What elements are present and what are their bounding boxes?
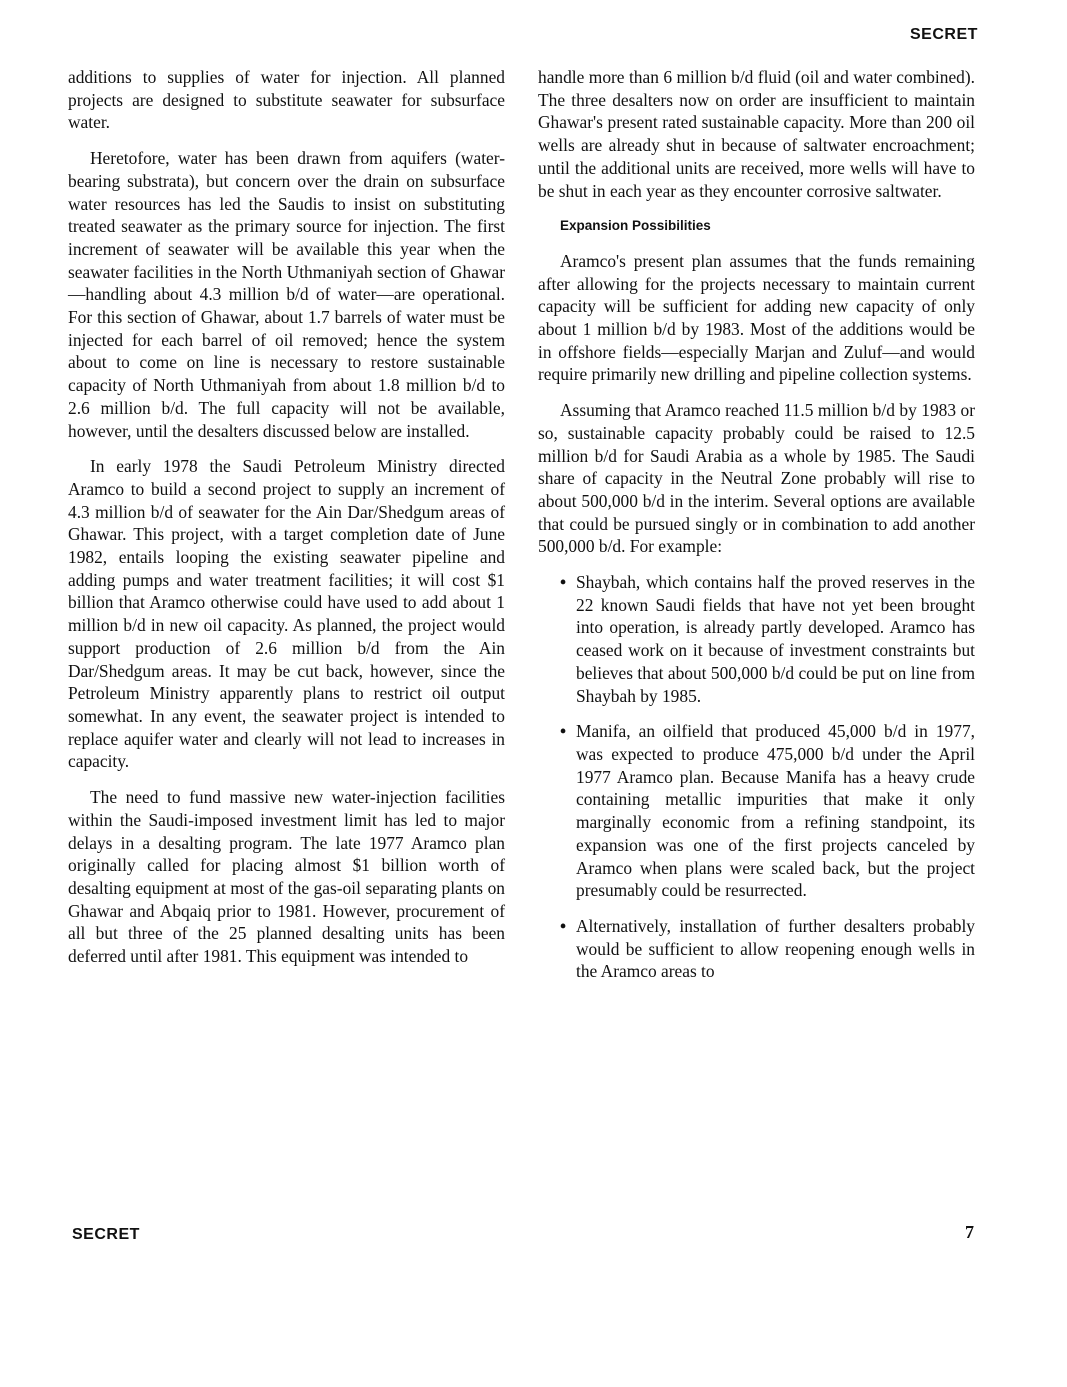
paragraph-continued: handle more than 6 million b/d fluid (oil and water combined). The three desalters now on order are insufficient to maintain Ghawar's present rated sustainable capacity. More than 200 oil wells are already shut in because of saltwater encroachment; until the additional units are received, more wells will have to be shut in each year as they encounter corrosive saltwater. [538,67,975,201]
left-column [68,66,505,981]
paragraph: Heretofore, water has been drawn from aquifers (water-bearing substrata), but concern over the drain on subsurface water resources has led the Saudis to insist on substituting treated seawater as the primary source for injection. The first increment of seawater will be available this year when the seawater facilities in the North Uthmaniyah section of Ghawar—handling about 4.3 million b/d of water—are operational. For this section of Ghawar, about 1.7 barrels of water must be injected for each barrel of oil removed; hence the system about to come on line is necessary to restore sustainable capacity of North Uthmaniyah from about 1.8 million b/d to 2.6 million b/d. The full capacity will not be available, however, until the desalters discussed below are installed. [68,148,505,441]
bullet-item [558,571,975,707]
paragraph: In early 1978 the Saudi Petroleum Ministry directed Aramco to build a second project to supply an increment of 4.3 million b/d of seawater for the Ain Dar/Shedgum areas of Ghawar. This project, with a target completion date of June 1982, entails looping the existing seawater pipeline and adding pumps and water treatment facilities; it will cost $1 billion that Aramco otherwise could have used to add about 1 million b/d in new oil capacity. As planned, the project would support production of 2.6 million b/d from the Ain Dar/Shedgum areas. It may be cut back, however, since the Petroleum Ministry apparently plans to restrict oil output somewhat. In any event, the seawater project is intended to replace aquifer water and clearly will not lead to increases in capacity. [68,456,505,772]
paragraph: Aramco's present plan assumes that the funds remaining after allowing for the projects necessary to maintain current capacity will be sufficient for adding new capacity of only about 1 million b/d by 1983. Most of the additions would be in offshore fields—especially Marjan and Zuluf—and would require primarily new drilling and pipeline collection systems. [538,250,975,385]
footer-classification-marking: SECRET [72,1226,140,1243]
bullet-item [558,720,975,902]
header-classification-marking: SECRET [910,26,978,43]
bullet-marker: • [560,721,567,742]
bullet-text: Shaybah, which contains half the proved reserves in the 22 known Saudi fields that have not yet been brought into operation, is already partly developed. Aramco has ceased work on it because of investment constraints but believes that about 500,000 b/d could be put on line from Shaybah by 1985. [576,572,975,706]
bullet-marker: • [560,572,567,593]
paragraph: Assuming that Aramco reached 11.5 million b/d by 1983 or so, sustainable capacity probably could be raised to 12.5 million b/d for Saudi Arabia as a whole by 1985. The Saudi share of capacity in the Neutral Zone probably will rise to about 500,000 b/d in the interim. Several options are available that could be pursued singly or in combination to add another 500,000 b/d. For example: [538,400,975,557]
page-number: 7 [965,1222,974,1242]
paragraph-continued: additions to supplies of water for injection. All planned projects are designed to substitute seawater for subsurface water. [68,67,505,133]
section-subheading: Expansion Possibilities [560,218,711,234]
bullet-marker: • [560,915,567,936]
bullet-list [558,571,975,983]
paragraph: The need to fund massive new water-injection facilities within the Saudi-imposed investment limit has led to major delays in a desalting program. The late 1977 Aramco plan originally called for placing almost $1 billion worth of desalting equipment at most of the gas-oil separating plants on Ghawar and Abqaiq prior to 1981. However, procurement of all but three of the 25 planned desalting units has been deferred until after 1981. This equipment was intended to [68,787,505,967]
bullet-item [558,915,975,983]
right-column [538,66,975,996]
bullet-text: Manifa, an oilfield that produced 45,000 b/d in 1977, was expected to produce 475,000 b/d under the April 1977 Aramco plan. Because Manifa has a heavy crude containing metallic impurities that make it only marginally economic from a refining standpoint, its expansion was one of the first projects canceled by Aramco when plans were scaled back, but the project presumably could be resurrected. [576,721,975,901]
bullet-text: Alternatively, installation of further desalters probably would be sufficient to allow reopening enough wells in the Aramco areas to [576,915,975,982]
